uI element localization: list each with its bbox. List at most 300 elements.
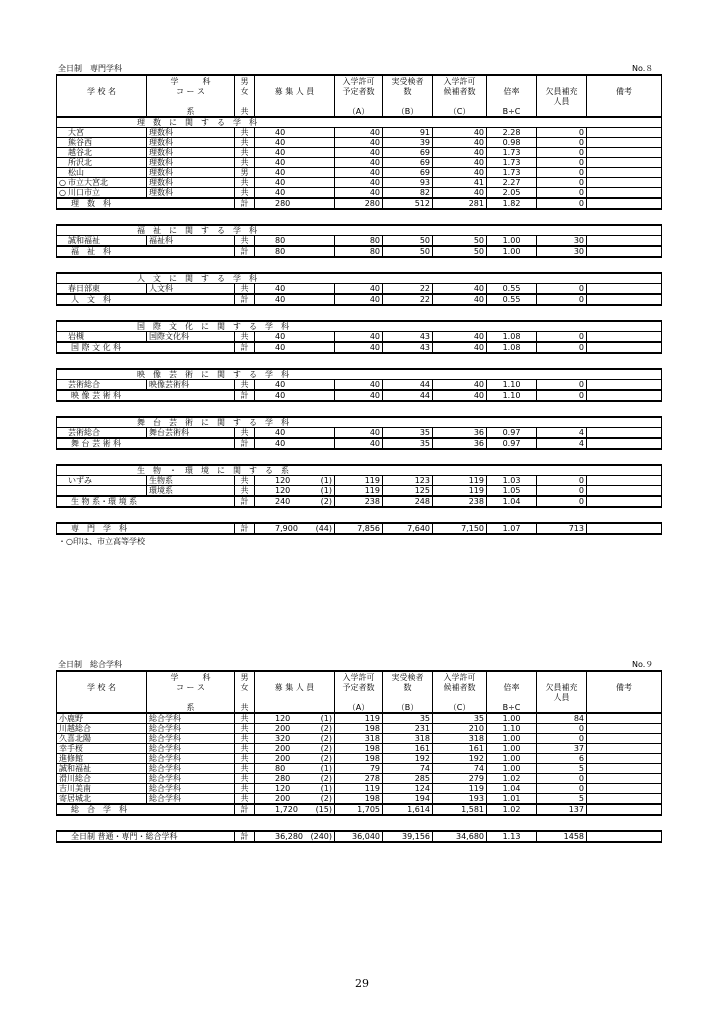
ratio-cell: 1.05 [487, 486, 537, 497]
c-cell: 192 [433, 754, 487, 764]
header-cell [147, 96, 235, 106]
biko-cell [587, 188, 662, 199]
a-cell: 40 [335, 380, 383, 391]
bosyu-paren: (1) [320, 784, 332, 793]
c-cell: 40 [433, 138, 487, 148]
biko-cell [587, 128, 662, 138]
header-cell: （B） [383, 106, 433, 117]
b-cell: 124 [383, 784, 433, 794]
school-name: 滑川総合 [59, 774, 91, 783]
school-cell: 舞 台 芸 術 科 [57, 438, 235, 449]
header-cell [147, 692, 235, 702]
bosyu-value: 40 [275, 188, 286, 197]
sex-cell: 共 [235, 476, 255, 486]
header-cell [57, 702, 147, 713]
course-cell: 総合学科 [147, 784, 235, 794]
header-cell: 備考 [587, 682, 662, 692]
b-cell: 22 [383, 284, 433, 295]
table1-caption: 全日制 専門学科 [58, 64, 122, 73]
ratio-cell: 1.00 [487, 713, 537, 724]
bosyu-value: 40 [275, 284, 286, 293]
bosyu-values [257, 774, 332, 783]
c-cell: 119 [433, 486, 487, 497]
k-cell: 0 [537, 178, 587, 188]
bosyu-values [257, 295, 332, 304]
table-row [57, 128, 662, 138]
ratio-cell: 1.73 [487, 168, 537, 178]
header-cell [433, 96, 487, 106]
header-row [57, 96, 662, 106]
school-cell [57, 284, 147, 295]
a-cell: 40 [335, 294, 383, 305]
a-cell: 119 [335, 476, 383, 486]
sex-cell: 計 [235, 342, 255, 353]
header-cell: 女 [235, 682, 255, 692]
table-row [57, 158, 662, 168]
bosyu-values [257, 724, 332, 733]
school-cell: 総 合 学 科 [57, 804, 235, 815]
c-cell: 50 [433, 246, 487, 257]
table-row [57, 764, 662, 774]
bosyu-value: 80 [275, 247, 286, 256]
table-row [57, 168, 662, 178]
course-cell: 総合学科 [147, 754, 235, 764]
school-cell [57, 754, 147, 764]
b-cell: 43 [383, 342, 433, 353]
ratio-cell: 1.03 [487, 476, 537, 486]
sex-cell: 共 [235, 284, 255, 295]
b-cell: 44 [383, 380, 433, 391]
header-cell: 実受検者 [383, 75, 433, 86]
sex-cell: 共 [235, 148, 255, 158]
bosyu-paren: (2) [320, 724, 332, 733]
ratio-cell: 1.04 [487, 496, 537, 507]
bosyu-cell [255, 236, 335, 247]
subtotal-row [57, 246, 662, 257]
ratio-cell: 1.00 [487, 754, 537, 764]
k-cell: 0 [537, 128, 587, 138]
table-row [57, 774, 662, 784]
bosyu-values [257, 284, 332, 293]
bosyu-cell [255, 476, 335, 486]
table-row [57, 724, 662, 734]
b-cell: 35 [383, 428, 433, 439]
sex-cell: 計 [235, 438, 255, 449]
header-cell: 人員 [537, 692, 587, 702]
a-cell: 40 [335, 438, 383, 449]
a-cell: 198 [335, 794, 383, 805]
bosyu-value: 80 [275, 764, 286, 773]
a-cell: 40 [335, 284, 383, 295]
ratio-cell: 1.00 [487, 246, 537, 257]
table-row [57, 734, 662, 744]
bosyu-value: 40 [275, 343, 286, 352]
school-name: 大宮 [68, 128, 84, 137]
ratio-cell: 1.01 [487, 794, 537, 805]
bosyu-cell [255, 158, 335, 168]
bosyu-value: 40 [275, 178, 286, 187]
sex-cell: 共 [235, 332, 255, 343]
spacer-row [57, 507, 662, 523]
c-cell: 161 [433, 744, 487, 754]
bosyu-cell [255, 178, 335, 188]
c-cell: 34,680 [433, 831, 487, 842]
biko-cell [587, 236, 662, 247]
biko-cell [587, 246, 662, 257]
header-cell: 共 [235, 702, 255, 713]
biko-cell [587, 794, 662, 805]
grand-total-row [57, 831, 662, 842]
bosyu-value: 40 [275, 158, 286, 167]
biko-cell [587, 148, 662, 158]
k-cell: 0 [537, 784, 587, 794]
school-cell [57, 236, 147, 247]
b-cell: 93 [383, 178, 433, 188]
k-cell: 1458 [537, 831, 587, 842]
section-title: 理 数 に 関 す る 学 科 [57, 117, 662, 128]
school-cell [57, 178, 147, 188]
bosyu-cell [255, 804, 335, 815]
bosyu-values [257, 784, 332, 793]
bosyu-value: 40 [275, 128, 286, 137]
k-cell: 5 [537, 764, 587, 774]
table2-caption: 全日制 総合学科 [58, 660, 122, 669]
header-cell: 実受検者 [383, 671, 433, 682]
b-cell: 69 [383, 158, 433, 168]
bosyu-values [257, 236, 332, 245]
c-cell: 40 [433, 342, 487, 353]
bosyu-cell [255, 734, 335, 744]
c-cell: 7,150 [433, 523, 487, 534]
school-cell [57, 486, 147, 497]
k-cell: 0 [537, 332, 587, 343]
bosyu-paren: (2) [320, 744, 332, 753]
bosyu-cell [255, 486, 335, 497]
a-cell: 40 [335, 138, 383, 148]
table2-number: No.９ [632, 660, 654, 669]
subtotal-row [57, 438, 662, 449]
ratio-cell: 0.97 [487, 428, 537, 439]
ratio-cell: 1.02 [487, 804, 537, 815]
bosyu-values [257, 380, 332, 389]
bosyu-value: 120 [275, 714, 291, 723]
section-title-row [57, 417, 662, 428]
header-cell: 系 [147, 106, 235, 117]
b-cell: 43 [383, 332, 433, 343]
table-row [57, 380, 662, 391]
bosyu-value: 80 [275, 236, 286, 245]
header-cell [537, 75, 587, 86]
bosyu-paren: (15) [315, 805, 332, 814]
a-cell: 40 [335, 158, 383, 168]
section-title-row [57, 369, 662, 380]
school-cell [57, 784, 147, 794]
section-title: 映 像 芸 術 に 関 す る 学 科 [57, 369, 662, 380]
header-cell [587, 106, 662, 117]
biko-cell [587, 438, 662, 449]
school-cell [57, 128, 147, 138]
course-cell: 総合学科 [147, 734, 235, 744]
school-cell [57, 188, 147, 199]
course-cell: 国際文化科 [147, 332, 235, 343]
a-cell: 40 [335, 332, 383, 343]
sex-cell: 計 [235, 198, 255, 209]
ratio-cell: 1.00 [487, 236, 537, 247]
sex-cell: 計 [235, 831, 255, 842]
k-cell: 37 [537, 744, 587, 754]
bosyu-values [257, 391, 332, 400]
k-cell: 0 [537, 476, 587, 486]
bosyu-cell [255, 831, 335, 842]
bosyu-cell [255, 438, 335, 449]
sex-cell: 計 [235, 496, 255, 507]
school-name: 幸手桜 [59, 744, 83, 753]
school-cell [57, 380, 147, 391]
header-cell [335, 96, 383, 106]
k-cell: 0 [537, 734, 587, 744]
a-cell: 40 [335, 128, 383, 138]
header-cell [587, 692, 662, 702]
bosyu-values [257, 188, 332, 197]
table-row [57, 713, 662, 724]
school-cell [57, 794, 147, 805]
k-cell: 0 [537, 496, 587, 507]
ratio-cell: 1.08 [487, 342, 537, 353]
header-cell [57, 96, 147, 106]
header-cell: （A） [335, 106, 383, 117]
biko-cell [587, 332, 662, 343]
bosyu-values [257, 734, 332, 743]
header-cell: 倍率 [487, 682, 537, 692]
header-cell [255, 692, 335, 702]
section-title-row [57, 465, 662, 476]
bosyu-value: 40 [275, 148, 286, 157]
k-cell: 0 [537, 168, 587, 178]
bosyu-cell [255, 390, 335, 401]
header-cell: 欠員補充 [537, 86, 587, 96]
b-cell: 39,156 [383, 831, 433, 842]
header-cell [255, 75, 335, 86]
b-cell: 285 [383, 774, 433, 784]
section-title-row [57, 273, 662, 284]
c-cell: 40 [433, 188, 487, 199]
k-cell: 0 [537, 342, 587, 353]
table-row [57, 476, 662, 486]
subtotal-row [57, 804, 662, 815]
biko-cell [587, 284, 662, 295]
school-cell [57, 168, 147, 178]
table-row [57, 784, 662, 794]
c-cell: 119 [433, 784, 487, 794]
biko-cell [587, 294, 662, 305]
b-cell: 35 [383, 438, 433, 449]
spacer-cell [57, 257, 662, 273]
c-cell: 50 [433, 236, 487, 247]
a-cell: 278 [335, 774, 383, 784]
k-cell: 4 [537, 438, 587, 449]
school-name: 岩槻 [68, 332, 84, 341]
course-cell: 理数科 [147, 178, 235, 188]
school-name: いずみ [68, 476, 92, 485]
table-row [57, 178, 662, 188]
bosyu-values [257, 332, 332, 341]
course-cell: 理数科 [147, 128, 235, 138]
header-cell: 入学許可 [433, 75, 487, 86]
k-cell: 0 [537, 284, 587, 295]
a-cell: 119 [335, 713, 383, 724]
course-cell: 福祉科 [147, 236, 235, 247]
c-cell: 40 [433, 390, 487, 401]
header-cell [235, 692, 255, 702]
municipal-mark: ○ [59, 178, 66, 187]
k-cell: 0 [537, 390, 587, 401]
school-cell: 専 門 学 科 [57, 523, 235, 534]
b-cell: 1,614 [383, 804, 433, 815]
biko-cell [587, 390, 662, 401]
header-cell [255, 702, 335, 713]
bosyu-values [257, 439, 332, 448]
k-cell: 0 [537, 774, 587, 784]
c-cell: 238 [433, 496, 487, 507]
header-cell [383, 692, 433, 702]
k-cell: 4 [537, 428, 587, 439]
table-row [57, 138, 662, 148]
biko-cell [587, 734, 662, 744]
school-name: 寄居城北 [59, 794, 91, 803]
k-cell: 0 [537, 138, 587, 148]
a-cell: 119 [335, 784, 383, 794]
table-row [57, 188, 662, 199]
school-name: 小鹿野 [59, 714, 83, 723]
a-cell: 40 [335, 168, 383, 178]
ratio-cell: 1.10 [487, 390, 537, 401]
ratio-cell: 1.00 [487, 734, 537, 744]
school-name: 久喜北陽 [59, 734, 91, 743]
a-cell: 198 [335, 724, 383, 734]
bosyu-cell [255, 342, 335, 353]
section-title: 舞 台 芸 術 に 関 す る 学 科 [57, 417, 662, 428]
bosyu-paren: (240) [310, 832, 332, 841]
school-cell [57, 734, 147, 744]
bosyu-values [257, 832, 332, 841]
sex-cell: 計 [235, 246, 255, 257]
ratio-cell: 1.73 [487, 148, 537, 158]
spacer-row [57, 449, 662, 465]
municipal-mark: ○ [59, 188, 66, 197]
b-cell: 69 [383, 148, 433, 158]
c-cell: 279 [433, 774, 487, 784]
header-cell: 倍率 [487, 86, 537, 96]
header-row [57, 682, 662, 692]
biko-cell [587, 428, 662, 439]
a-cell: 36,040 [335, 831, 383, 842]
table2-header [57, 671, 662, 713]
header-cell [255, 96, 335, 106]
section-title: 国 際 文 化 に 関 す る 学 科 [57, 321, 662, 332]
table-row [57, 148, 662, 158]
k-cell: 0 [537, 198, 587, 209]
b-cell: 231 [383, 724, 433, 734]
header-row [57, 75, 662, 86]
bosyu-cell [255, 794, 335, 805]
header-cell [433, 692, 487, 702]
a-cell: 40 [335, 390, 383, 401]
b-cell: 39 [383, 138, 433, 148]
a-cell: 40 [335, 178, 383, 188]
header-row [57, 702, 662, 713]
bosyu-values [257, 744, 332, 753]
school-name: 春日部東 [68, 284, 100, 293]
course-cell: 総合学科 [147, 764, 235, 774]
ratio-cell: 1.73 [487, 158, 537, 168]
sex-cell: 共 [235, 158, 255, 168]
header-cell: 男 [235, 75, 255, 86]
table-row [57, 332, 662, 343]
course-cell: 総合学科 [147, 794, 235, 805]
c-cell: 281 [433, 198, 487, 209]
header-cell [587, 96, 662, 106]
bosyu-paren: (1) [320, 764, 332, 773]
ratio-cell: 1.13 [487, 831, 537, 842]
school-cell: 生 物 系・環 境 系 [57, 496, 235, 507]
header-cell [57, 106, 147, 117]
spacer-cell [57, 401, 662, 417]
school-cell: 人 文 科 [57, 294, 235, 305]
subtotal-row [57, 294, 662, 305]
table1-number: No.８ [632, 64, 654, 73]
header-cell: 候補者数 [433, 682, 487, 692]
sex-cell: 共 [235, 428, 255, 439]
bosyu-paren: (44) [315, 524, 332, 533]
header-cell [487, 671, 537, 682]
c-cell: 40 [433, 168, 487, 178]
header-cell: 入学許可 [433, 671, 487, 682]
school-cell [57, 158, 147, 168]
bosyu-value: 36,280 [275, 832, 303, 841]
bosyu-cell [255, 428, 335, 439]
bosyu-cell [255, 332, 335, 343]
biko-cell [587, 158, 662, 168]
bosyu-values [257, 428, 332, 437]
course-cell: 環境系 [147, 486, 235, 497]
bosyu-values [257, 158, 332, 167]
a-cell: 280 [335, 198, 383, 209]
sex-cell: 計 [235, 294, 255, 305]
spacer-row [57, 353, 662, 369]
sex-cell: 共 [235, 713, 255, 724]
bosyu-values [257, 764, 332, 773]
header-cell: 学 科 [147, 75, 235, 86]
section-title-row [57, 321, 662, 332]
header-cell: 共 [235, 106, 255, 117]
sex-cell: 計 [235, 523, 255, 534]
header-cell: 人員 [537, 96, 587, 106]
table-row [57, 754, 662, 764]
biko-cell [587, 831, 662, 842]
a-cell: 40 [335, 342, 383, 353]
header-cell [587, 671, 662, 682]
school-name: 熊谷西 [68, 138, 92, 147]
header-row [57, 106, 662, 117]
school-name: 誠和福祉 [68, 236, 100, 245]
course-cell: 総合学科 [147, 774, 235, 784]
header-cell: 欠員補充 [537, 682, 587, 692]
b-cell: 248 [383, 496, 433, 507]
bosyu-cell [255, 380, 335, 391]
biko-cell [587, 764, 662, 774]
biko-cell [587, 380, 662, 391]
biko-cell [587, 476, 662, 486]
